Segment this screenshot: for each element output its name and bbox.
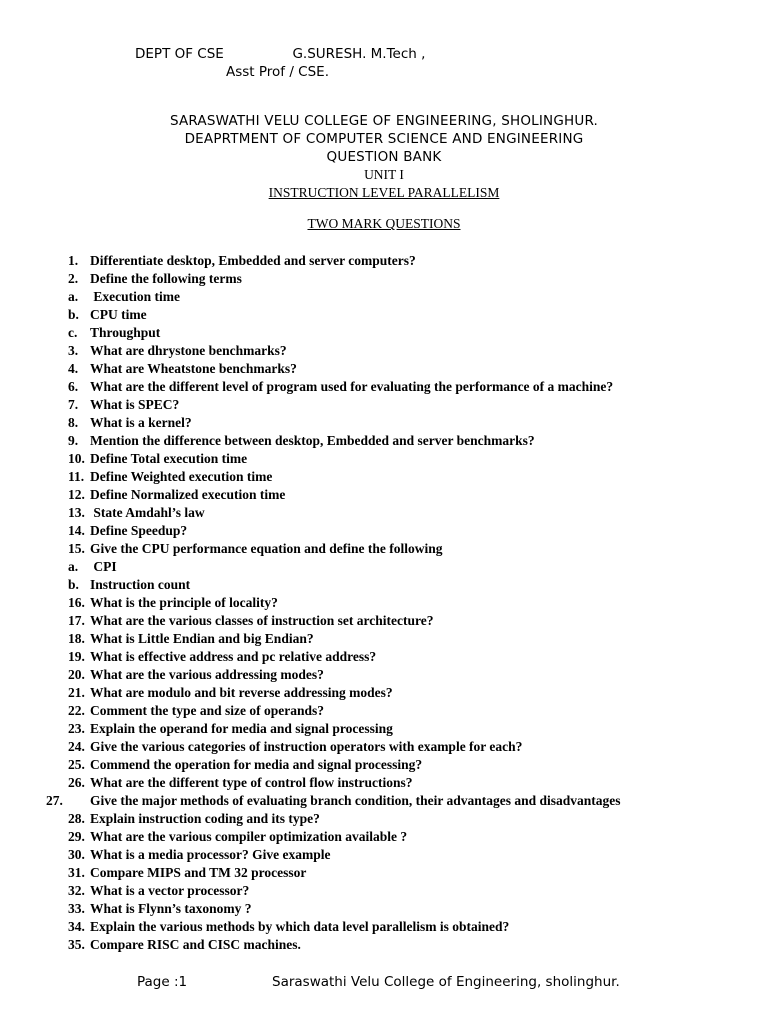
question-number: 17. xyxy=(68,613,85,628)
footer-college-name: Saraswathi Velu College of Engineering, sholinghur. xyxy=(272,974,620,990)
question-number: c. xyxy=(68,325,78,340)
question-bank-title: QUESTION BANK xyxy=(326,149,442,165)
question-item xyxy=(68,756,708,774)
question-number: 15. xyxy=(68,541,85,556)
question-item xyxy=(68,432,708,450)
question-item xyxy=(68,648,708,666)
question-text: Compare MIPS and TM 32 processor xyxy=(90,865,307,880)
question-item xyxy=(68,486,708,504)
question-number: 2. xyxy=(68,271,79,286)
question-number: b. xyxy=(68,577,79,592)
question-item xyxy=(68,630,708,648)
unit-title: INSTRUCTION LEVEL PARALLELISM xyxy=(268,185,500,200)
question-text: Define Total execution time xyxy=(90,451,248,466)
question-item xyxy=(68,324,708,342)
question-text: Define the following terms xyxy=(90,271,242,286)
question-item xyxy=(68,576,708,594)
question-item xyxy=(68,540,708,558)
question-number: 9. xyxy=(68,433,79,448)
question-text: Throughput xyxy=(90,325,161,340)
question-number: 7. xyxy=(68,397,79,412)
question-text: What is a vector processor? xyxy=(90,883,250,898)
question-text: What are the various addressing modes? xyxy=(90,667,324,682)
question-number: a. xyxy=(68,559,79,574)
question-item xyxy=(68,450,708,468)
question-text: What is the principle of locality? xyxy=(90,595,278,610)
question-text: What are the various classes of instruction set architecture? xyxy=(90,613,434,628)
question-text: What is Little Endian and big Endian? xyxy=(90,631,314,646)
question-item xyxy=(68,684,708,702)
question-item xyxy=(68,378,708,396)
question-item xyxy=(68,504,708,522)
question-number: 22. xyxy=(68,703,85,718)
header-designation: Asst Prof / CSE. xyxy=(226,64,330,80)
question-text: What are the various compiler optimization available ? xyxy=(90,829,408,844)
question-text: What are modulo and bit reverse addressing modes? xyxy=(90,685,393,700)
question-text: Give the various categories of instruction operators with example for each? xyxy=(90,739,523,754)
question-number: 12. xyxy=(68,487,85,502)
question-text: Give the major methods of evaluating branch condition, their advantages and disadvantages xyxy=(90,793,621,808)
question-item xyxy=(68,774,708,792)
question-item xyxy=(68,846,708,864)
question-text: What is Flynn’s taxonomy ? xyxy=(90,901,252,916)
question-item xyxy=(68,918,708,936)
question-number: 31. xyxy=(68,865,85,880)
college-title: SARASWATHI VELU COLLEGE OF ENGINEERING, SHOLINGHUR. xyxy=(169,113,599,129)
question-text: Mention the difference between desktop, Embedded and server benchmarks? xyxy=(90,433,535,448)
question-item xyxy=(68,468,708,486)
question-number: 6. xyxy=(68,379,79,394)
question-item xyxy=(68,252,708,270)
question-text: Explain the operand for media and signal processing xyxy=(90,721,393,736)
question-item xyxy=(68,666,708,684)
question-number: 33. xyxy=(68,901,85,916)
question-number: 11. xyxy=(68,469,85,484)
question-item xyxy=(68,522,708,540)
question-number: 10. xyxy=(68,451,85,466)
unit-label: UNIT I xyxy=(364,167,404,182)
question-text: Define Normalized execution time xyxy=(90,487,286,502)
question-text: What are the different level of program used for evaluating the performance of a machine? xyxy=(90,379,614,394)
question-item xyxy=(68,720,708,738)
question-item xyxy=(68,306,708,324)
question-number: 26. xyxy=(68,775,85,790)
question-number: 34. xyxy=(68,919,85,934)
question-number: 4. xyxy=(68,361,79,376)
title-block xyxy=(0,112,768,202)
question-item xyxy=(46,792,650,810)
question-number: 30. xyxy=(68,847,85,862)
question-number: 23. xyxy=(68,721,85,736)
question-number: 13. xyxy=(68,505,85,520)
question-text: Define Speedup? xyxy=(90,523,188,538)
question-text: Instruction count xyxy=(90,577,191,592)
question-item xyxy=(68,828,708,846)
question-item xyxy=(68,810,708,828)
question-number: 16. xyxy=(68,595,85,610)
header-department-author: DEPT OF CSE G.SURESH. M.Tech , xyxy=(135,46,426,62)
question-item xyxy=(68,738,708,756)
question-item xyxy=(68,288,708,306)
question-text: Execution time xyxy=(90,289,180,304)
question-text: State Amdahl’s law xyxy=(90,505,205,520)
question-list xyxy=(46,252,708,954)
question-text: Give the CPU performance equation and define the following xyxy=(90,541,443,556)
question-item xyxy=(68,900,708,918)
question-text: CPU time xyxy=(90,307,147,322)
question-text: CPI xyxy=(90,559,117,574)
question-text: Explain instruction coding and its type? xyxy=(90,811,320,826)
question-number: 35. xyxy=(68,937,85,952)
question-number: 18. xyxy=(68,631,85,646)
question-text: Comment the type and size of operands? xyxy=(90,703,324,718)
question-item xyxy=(68,342,708,360)
question-number: 24. xyxy=(68,739,85,754)
question-number: 20. xyxy=(68,667,85,682)
question-item xyxy=(68,360,708,378)
question-number: 1. xyxy=(68,253,79,268)
question-item xyxy=(68,558,708,576)
question-number: 27. xyxy=(46,793,63,808)
question-text: Define Weighted execution time xyxy=(90,469,273,484)
section-heading: TWO MARK QUESTIONS xyxy=(307,216,461,231)
question-text: What is SPEC? xyxy=(90,397,180,412)
question-text: Commend the operation for media and signal processing? xyxy=(90,757,423,772)
question-number: b. xyxy=(68,307,79,322)
question-text: What are Wheatstone benchmarks? xyxy=(90,361,297,376)
question-item xyxy=(68,270,708,288)
question-item xyxy=(68,936,708,954)
question-number: 32. xyxy=(68,883,85,898)
question-item xyxy=(68,396,708,414)
question-item xyxy=(68,864,708,882)
department-title: DEAPRTMENT OF COMPUTER SCIENCE AND ENGINEERING xyxy=(184,131,584,147)
question-item xyxy=(68,882,708,900)
question-item xyxy=(68,594,708,612)
question-number: a. xyxy=(68,289,79,304)
question-text: What is a media processor? Give example xyxy=(90,847,331,862)
question-item xyxy=(68,702,708,720)
page-number: Page :1 xyxy=(137,974,188,990)
question-item xyxy=(68,612,708,630)
question-number: 28. xyxy=(68,811,85,826)
question-number: 8. xyxy=(68,415,79,430)
question-number: 19. xyxy=(68,649,85,664)
question-text: Differentiate desktop, Embedded and server computers? xyxy=(90,253,416,268)
question-text: What are the different type of control flow instructions? xyxy=(90,775,413,790)
question-text: Compare RISC and CISC machines. xyxy=(90,937,301,952)
question-item xyxy=(68,414,708,432)
question-text: What is a kernel? xyxy=(90,415,192,430)
question-number: 29. xyxy=(68,829,85,844)
question-number: 25. xyxy=(68,757,85,772)
question-text: Explain the various methods by which data level parallelism is obtained? xyxy=(90,919,510,934)
question-number: 3. xyxy=(68,343,79,358)
question-text: What is effective address and pc relative address? xyxy=(90,649,377,664)
question-number: 14. xyxy=(68,523,85,538)
question-text: What are dhrystone benchmarks? xyxy=(90,343,287,358)
question-number: 21. xyxy=(68,685,85,700)
